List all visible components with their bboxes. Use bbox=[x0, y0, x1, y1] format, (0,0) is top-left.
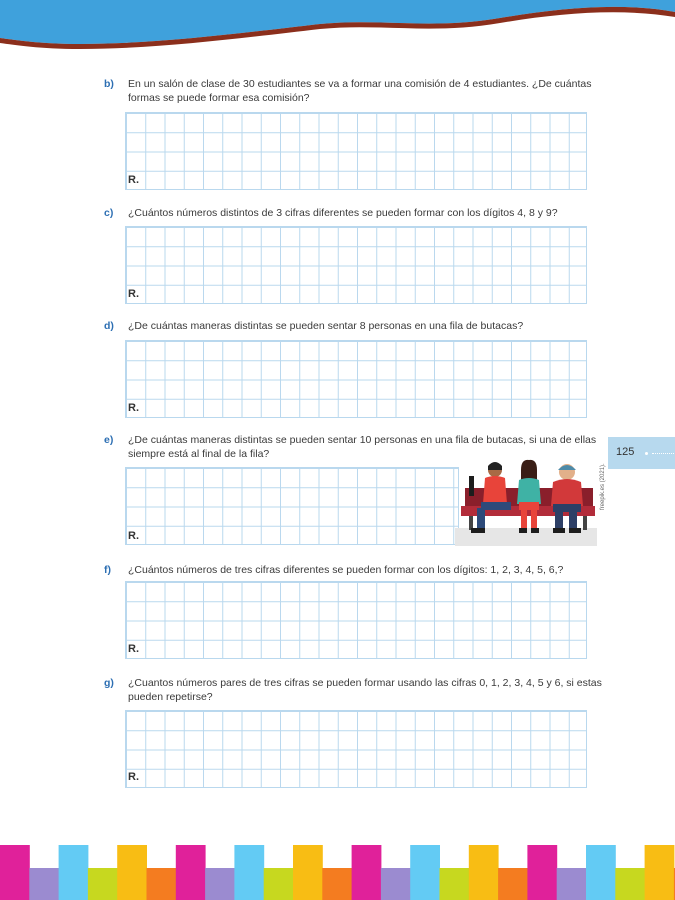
tab-dotted-line-decoration bbox=[652, 453, 674, 454]
question-text: ¿De cuántas maneras distintas se pueden sentar 10 personas en una fila de butacas, si una de ellas siempre está al final de la fila? bbox=[128, 434, 597, 460]
question-text: ¿Cuántos números de tres cifras diferentes se pueden formar con los dígitos: 1, 2, 3, 4, 5, 6,? bbox=[128, 564, 564, 576]
answer-grid-g[interactable] bbox=[125, 710, 587, 788]
footer-bar bbox=[88, 868, 118, 900]
footer-bar bbox=[615, 868, 645, 900]
question-b bbox=[104, 77, 604, 107]
answer-label: R. bbox=[128, 530, 139, 542]
answer-label: R. bbox=[128, 174, 139, 186]
footer-bar bbox=[234, 845, 264, 900]
answer-label: R. bbox=[128, 643, 139, 655]
footer-bar bbox=[352, 845, 382, 900]
answer-label: R. bbox=[128, 771, 139, 783]
question-letter: g) bbox=[104, 677, 114, 689]
footer-bar bbox=[527, 845, 557, 900]
question-letter: d) bbox=[104, 320, 114, 332]
footer-color-bars bbox=[0, 845, 675, 900]
footer-bar bbox=[440, 868, 470, 900]
question-text: ¿Cuantos números pares de tres cifras se pueden formar usando las cifras 0, 1, 2, 3, 4, 5 y 6, si estas pueden repetirse? bbox=[128, 677, 602, 703]
tab-dot-decoration bbox=[645, 452, 648, 455]
footer-bar bbox=[205, 868, 235, 900]
answer-grid-c[interactable] bbox=[125, 226, 587, 304]
footer-bar bbox=[381, 868, 411, 900]
footer-bar bbox=[469, 845, 499, 900]
question-letter: f) bbox=[104, 564, 111, 576]
question-letter: c) bbox=[104, 207, 114, 219]
footer-bar bbox=[176, 845, 206, 900]
footer-bar bbox=[498, 868, 528, 900]
footer-bar bbox=[557, 868, 587, 900]
footer-bar bbox=[264, 868, 294, 900]
footer-bar bbox=[59, 845, 89, 900]
image-credit: freepik.es (2021). bbox=[600, 463, 606, 510]
footer-bar bbox=[410, 845, 440, 900]
question-g bbox=[104, 676, 604, 706]
footer-bar bbox=[322, 868, 352, 900]
answer-grid-b[interactable] bbox=[125, 112, 587, 190]
question-letter: b) bbox=[104, 78, 114, 90]
question-f bbox=[104, 563, 604, 579]
page-number: 125 bbox=[616, 446, 635, 458]
question-letter: e) bbox=[104, 434, 114, 446]
footer-bar bbox=[645, 845, 675, 900]
footer-bar bbox=[586, 845, 616, 900]
question-c bbox=[104, 206, 604, 222]
people-on-bench-illustration bbox=[455, 458, 597, 546]
question-d bbox=[104, 319, 604, 335]
answer-grid-f[interactable] bbox=[125, 581, 587, 659]
header-wave-decoration bbox=[0, 0, 675, 50]
footer-bar bbox=[147, 868, 177, 900]
question-text: ¿De cuántas maneras distintas se pueden sentar 8 personas en una fila de butacas? bbox=[128, 320, 524, 332]
footer-bar bbox=[0, 845, 30, 900]
footer-bar bbox=[117, 845, 147, 900]
footer-bar bbox=[29, 868, 59, 900]
question-text: En un salón de clase de 30 estudiantes se va a formar una comisión de 4 estudiantes. ¿De cuántas formas se puede formar esa comisión? bbox=[128, 78, 592, 104]
answer-label: R. bbox=[128, 402, 139, 414]
answer-label: R. bbox=[128, 288, 139, 300]
footer-bar bbox=[293, 845, 323, 900]
question-text: ¿Cuántos números distintos de 3 cifras diferentes se pueden formar con los dígitos 4, 8 y 9? bbox=[128, 207, 558, 219]
answer-grid-e[interactable] bbox=[125, 467, 459, 545]
answer-grid-d[interactable] bbox=[125, 340, 587, 418]
